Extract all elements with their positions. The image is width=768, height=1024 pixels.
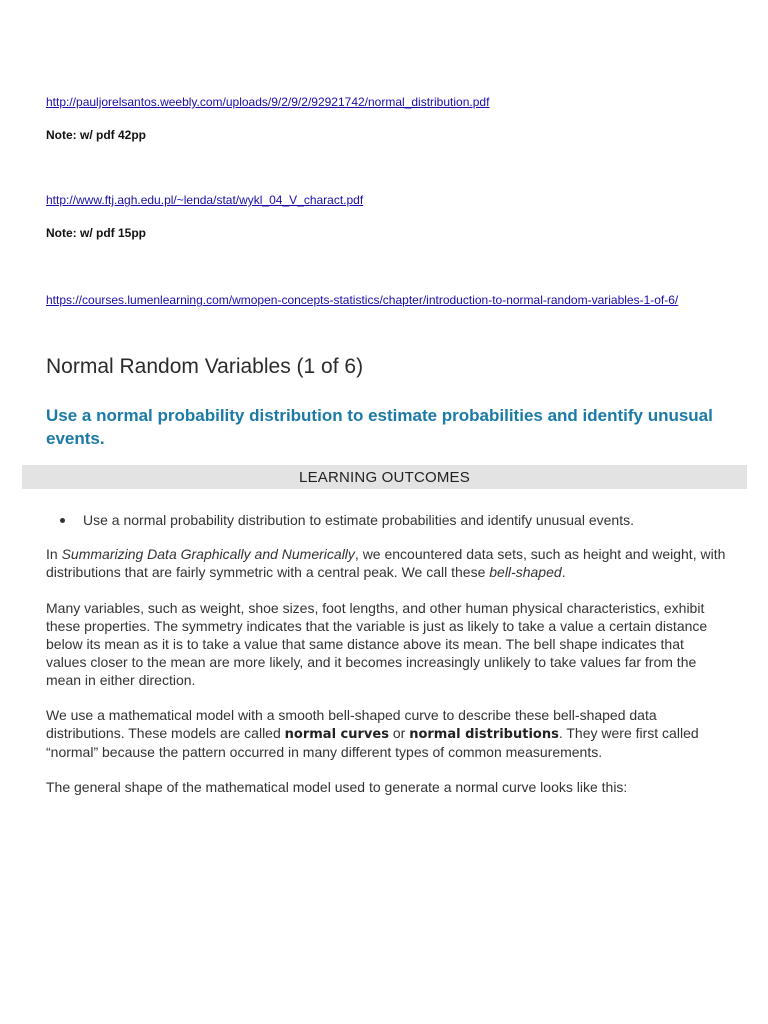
paragraph-symmetry: Many variables, such as weight, shoe sizes, foot lengths, and other human physical characteristics, exhibit these properties. The symmetry indicates that the variable is just as likely to take a value a certain distance below its mean as it is to take a value that same distance above its mean. The bell shape indicates that values closer to the mean are more likely, and it becomes increasingly unlikely to take values far from the mean in either direction. — [46, 600, 708, 688]
page-subtitle: Use a normal probability distribution to estimate probabilities and identify unusual events. — [46, 406, 713, 448]
learning-outcomes-heading: LEARNING OUTCOMES — [22, 465, 747, 489]
list-item-text: Use a normal probability distribution to estimate probabilities and identify unusual events. — [83, 512, 634, 528]
page-title: Normal Random Variables (1 of 6) — [46, 355, 364, 378]
reference-link-3[interactable]: https://courses.lumenlearning.com/wmopen-concepts-statistics/chapter/introduction-to-normal-random-variables-1-of-6/ — [46, 293, 679, 307]
bullet-icon — [60, 518, 65, 523]
learning-outcomes-list — [46, 510, 736, 530]
reference-link-2[interactable]: http://www.ftj.agh.edu.pl/~lenda/stat/wykl_04_V_charact.pdf — [46, 193, 364, 207]
term-bell-shaped: bell-shaped — [489, 563, 562, 580]
term-normal-distributions: normal distributions — [409, 726, 559, 742]
paragraph-bell-shaped: In Summarizing Data Graphically and Numerically, we encountered data sets, such as height and weight, with distributions that are fairly symmetric with a central peak. We call these bell-shaped. — [46, 546, 726, 580]
book-title: Summarizing Data Graphically and Numerically — [61, 546, 355, 562]
term-normal-curves: normal curves — [284, 726, 389, 742]
reference-note-2: Note: w/ pdf 15pp — [46, 226, 146, 240]
list-item — [46, 510, 736, 530]
reference-note-1: Note: w/ pdf 42pp — [46, 128, 146, 142]
paragraph-normal-curves: We use a mathematical model with a smooth bell-shaped curve to describe these bell-shaped data distributions. These models are called normal curves or normal distributions. They were first called “normal” because the pattern occurred in many different types of common measurements. — [46, 707, 699, 760]
reference-link-1[interactable]: http://pauljorelsantos.weebly.com/uploads/9/2/9/2/92921742/normal_distribution.pdf — [46, 95, 490, 109]
paragraph-general-shape: The general shape of the mathematical model used to generate a normal curve looks like this: — [46, 779, 628, 795]
